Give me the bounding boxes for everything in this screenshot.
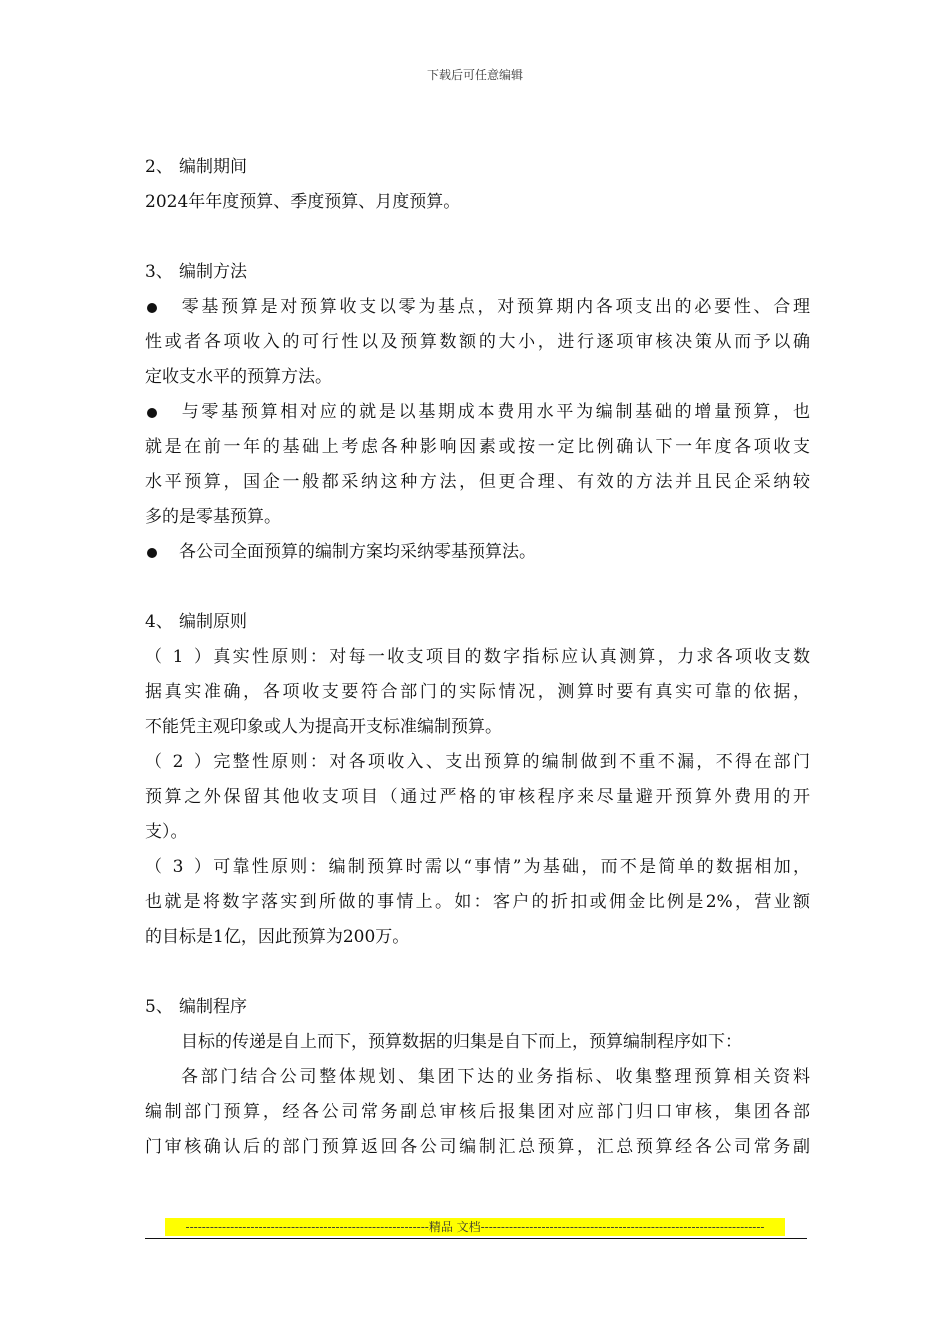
principle-3-line: 的目标是1亿，因此预算为200万。 — [145, 927, 410, 947]
principle-number: （1） — [145, 647, 211, 667]
section-title: 编制方法 — [179, 262, 247, 282]
principle-number: （2） — [145, 752, 211, 772]
footer-divider — [145, 1238, 807, 1239]
principle-number: （3） — [145, 857, 211, 877]
section-number: 3、 — [145, 262, 173, 282]
bullet-2-line: 多的是零基预算。 — [145, 507, 281, 527]
bullet-3-line: 各公司全面预算的编制方案均采纳零基预算法。 — [145, 535, 810, 570]
section-5-line: 门审核确认后的部门预算返回各公司编制汇总预算，汇总预算经各公司常务副 — [145, 1137, 810, 1157]
section-5-heading — [145, 990, 810, 1025]
principle-2-line: 预算之外保留其他收支项目（通过严格的审核程序来尽量避开预算外费用的开 — [145, 787, 810, 807]
section-5-line: 各部门结合公司整体规划、集团下达的业务指标、收集整理预算相关资料 — [181, 1067, 810, 1087]
section-number: 5、 — [145, 997, 173, 1017]
section-title: 编制程序 — [179, 997, 247, 1017]
footer-banner: ------------------------------------------------------------精品 文档---------------------------------------------------------------------- — [165, 1218, 785, 1236]
section-3-heading — [145, 255, 810, 290]
bullet-dot-icon — [145, 395, 179, 430]
bullet-1-line: 零基预算是对预算收支以零为基点，对预算期内各项支出的必要性、合理 — [145, 290, 810, 325]
section-title: 编制期间 — [179, 157, 247, 177]
principle-1-line: （1）真实性原则：对每一收支项目的数字指标应认真测算，力求各项收支数 — [145, 640, 810, 675]
section-5-line: 目标的传递是自上而下，预算数据的归集是自下而上，预算编制程序如下： — [181, 1032, 742, 1052]
section-5-line: 编制部门预算，经各公司常务副总审核后报集团对应部门归口审核，集团各部 — [145, 1102, 810, 1122]
bullet-1-line: 定收支水平的预算方法。 — [145, 367, 332, 387]
bullet-2-line: 就是在前一年的基础上考虑各种影响因素或按一定比例确认下一年度各项收支 — [145, 437, 810, 457]
section-2-body: 2024年年度预算、季度预算、月度预算。 — [145, 192, 461, 212]
section-number: 2、 — [145, 157, 173, 177]
principle-3-line: 也就是将数字落实到所做的事情上。如：客户的折扣或佣金比例是2%，营业额 — [145, 892, 810, 912]
section-number: 4、 — [145, 612, 173, 632]
principle-1-line: 不能凭主观印象或人为提高开支标准编制预算。 — [145, 717, 502, 737]
principle-2-line: 支）。 — [145, 822, 188, 842]
principle-2-line: （2）完整性原则：对各项收入、支出预算的编制做到不重不漏，不得在部门 — [145, 745, 810, 780]
bullet-dot-icon — [145, 290, 179, 325]
bullet-2-line: 水平预算，国企一般都采纳这种方法，但更合理、有效的方法并且民企采纳较 — [145, 472, 810, 492]
section-title: 编制原则 — [179, 612, 247, 632]
principle-1-line: 据真实准确，各项收支要符合部门的实际情况，测算时要有真实可靠的依据， — [145, 682, 810, 702]
document-body — [145, 150, 810, 1165]
bullet-1-line: 性或者各项收入的可行性以及预算数额的大小，进行逐项审核决策从而予以确 — [145, 332, 810, 352]
section-2-heading — [145, 150, 810, 185]
principle-3-line: （3）可靠性原则：编制预算时需以“事情”为基础，而不是简单的数据相加， — [145, 850, 810, 885]
bullet-dot-icon — [145, 535, 179, 570]
bullet-2-line: 与零基预算相对应的就是以基期成本费用水平为编制基础的增量预算，也 — [145, 395, 810, 430]
page-header: 下载后可任意编辑 — [426, 68, 523, 82]
section-4-heading — [145, 605, 810, 640]
